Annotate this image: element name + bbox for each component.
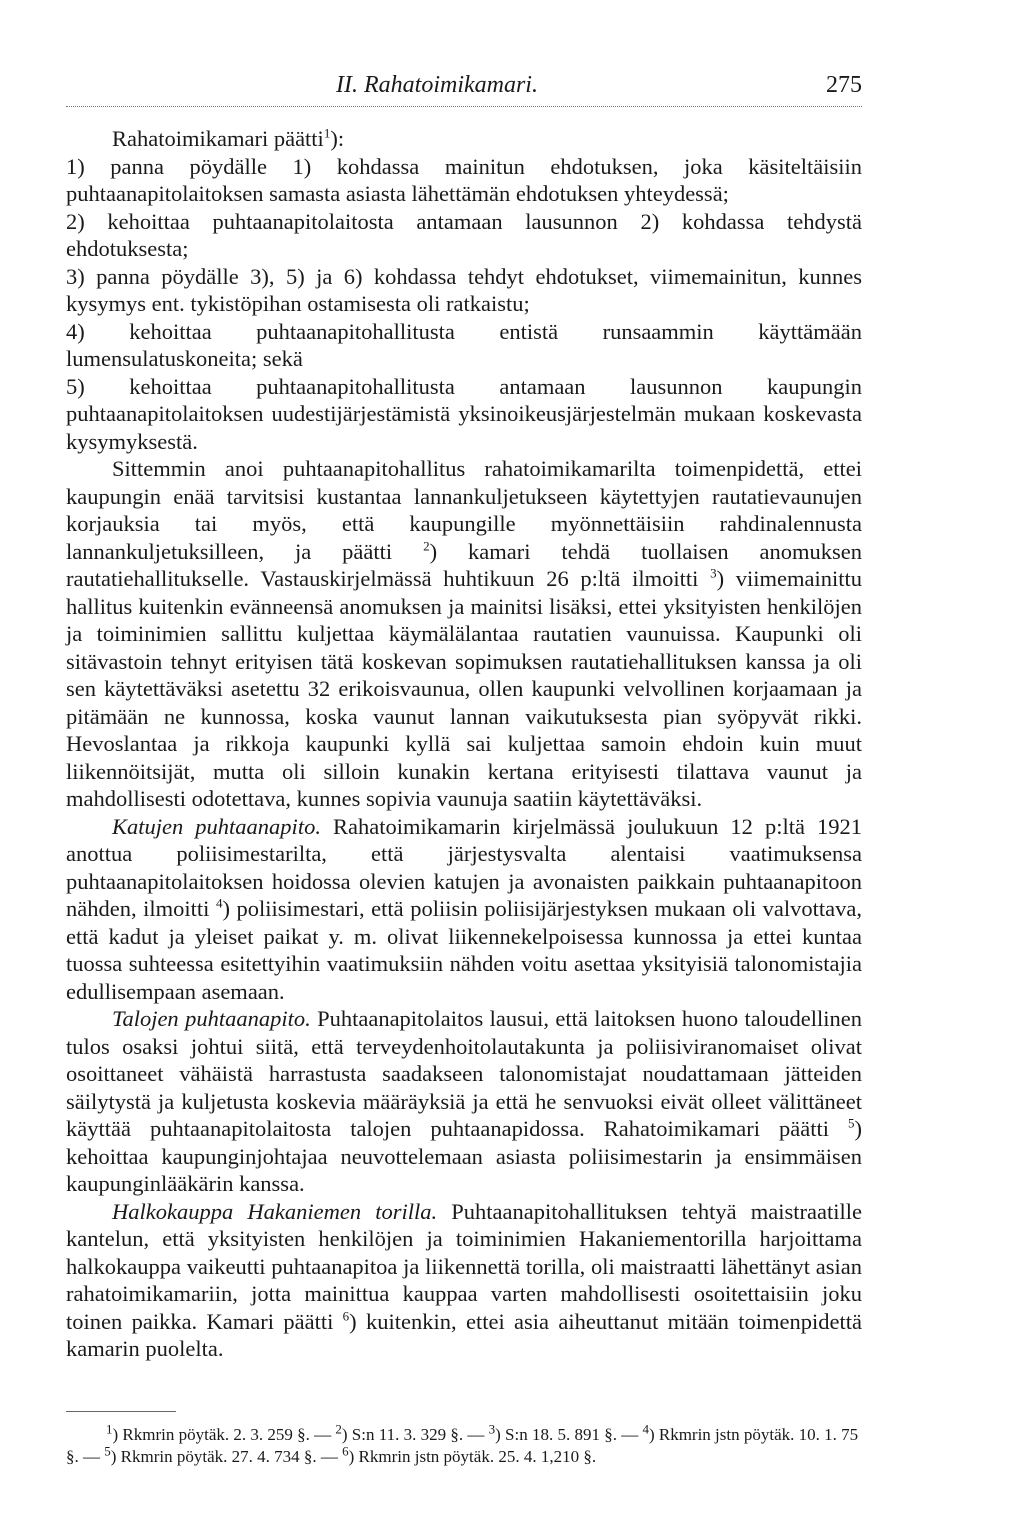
section-heading: Talojen puhtaanapito. [112, 1006, 311, 1031]
footnote-mark: 2 [335, 1420, 342, 1436]
text-run: ) [330, 126, 338, 151]
text-run: 4) kehoittaa puhtaanapitohallitusta entistä runsaammin käyttämään lumensulatuskoneita; sekä [66, 318, 862, 371]
section-heading: Katujen puhtaanapito. [112, 813, 321, 839]
text-run: 2) kehoittaa puhtaanapitolaitosta antamaan lausunnon 2) kohdassa tehdystä ehdotuksesta; [66, 208, 862, 261]
text-run: ) kamari tehdä tuollaisen anomuksen rautatiehallitukselle. Vastauskirjelmässä huhtikuun 26 p:ltä ilmoitti [66, 538, 862, 591]
footnote [488, 1420, 643, 1444]
footnote-ref: 1 [323, 125, 331, 141]
footnote-mark: 6 [342, 1442, 349, 1458]
footnote [342, 1442, 597, 1466]
text-run: 3) panna pöydälle 3), 5) ja 6) kohdassa tehdyt ehdotukset, viimemainitun, kunnes kysymys ent. tykistöpihan ostamisesta oli ratkaistu; [66, 263, 862, 316]
paragraph [66, 1198, 862, 1363]
text-run: Rahatoimikamari päätti [112, 126, 324, 151]
paragraph [66, 455, 862, 813]
text-run: Puhtaanapitolaitos lausui, että laitoksen huono taloudellinen tulos osaksi johtui siitä, että terveydenhoitolautakunta ja poliisiviranomaiset olivat osoittaneet vähäistä harrastusta saadakseen talonomistajat noudattamaan jätteiden säilytystä ja kuljetusta koskevia määräyksiä ja että he senvuoksi eivät olleet välittäneet käyttää puhtaanapitolaitosta talojen puhtaanapidossa. Rahatoimikamari päätti [66, 1006, 862, 1141]
footnote-text: ) S:n 11. 3. 329 §. — [341, 1424, 489, 1444]
text-run: 1) panna pöydälle 1) kohdassa mainitun ehdotuksen, joka käsiteltäisiin puhtaanapitolaitoksen samasta asiasta lähettämän ehdotuksen yhteydessä; [66, 153, 862, 206]
footnote-mark: 3 [488, 1420, 496, 1436]
running-title: II. Rahatoimikamari. [336, 72, 538, 98]
list-item [66, 153, 862, 208]
list-item [66, 263, 862, 318]
text-run: ) kuitenkin, ettei asia aiheuttanut mitään toimenpidettä kamarin puolelta. [66, 1308, 862, 1361]
footnote-mark: 5 [104, 1442, 111, 1458]
footnote-ref: 4 [215, 895, 223, 911]
running-header [66, 70, 862, 100]
footnote-text: ) Rkmrin pöytäk. 27. 4. 734 §. — [110, 1446, 343, 1466]
page-number: 275 [826, 72, 862, 98]
text-run: : [337, 126, 345, 151]
text-run: ) viimemainittu hallitus kuitenkin evänneensä anomuksen ja mainitsi lisäksi, ettei yksityisten henkilöjen ja toiminimien sallittu kuljettaa käymälälantaa rautatien vaunuissa. Kaupunki oli sitävastoin tehnyt erityisen tätä koskevan sopimuksen rautatiehallituksen kanssa ja oli sen käytettäväksi asetettu 32 erikoisvaunua, ollen kaupunki velvollinen korjaamaan ja pitämään ne kunnossa, koska vaunut lannan vaikutuksesta pian syöpyvät rikki. Hevoslantaa ja rikkoja kaupunki kyllä sai kuljettaa samoin ehdoin kuin muut liikennöitsijät, mutta oli silloin kunakin kertana erityisesti tilattava vaunut ja mahdollisesti odotettava, kunnes sopivia vaunuja saatiin käytettäväksi. [66, 566, 862, 811]
footnote-text: ) S:n 18. 5. 891 §. — [495, 1424, 643, 1444]
footnote-text: ) Rkmrin jstn pöytäk. 10. 1. 75 §. — [66, 1424, 859, 1466]
footnotes [66, 1420, 862, 1468]
footnote-ref: 5 [848, 1115, 855, 1131]
footnote-text: ) Rkmrin pöytäk. 2. 3. 259 §. — [112, 1424, 336, 1444]
footnote-ref: 3 [710, 565, 717, 581]
footnote [335, 1420, 489, 1444]
footnote-ref: 2 [423, 538, 430, 553]
text-run: Puhtaanapitohallituksen tehtyä maistraatille kantelun, että yksityisten henkilöjen ja toiminimien Hakaniementorilla harjoittama halkokauppa vaikeutti puhtaanapitoa ja liikennettä torilla, oli maistraatti lähettänyt asian rahatoimikamariin, jotta mainittua kauppaa varten mahdollisesti osoitettaisiin joku toinen paikka. Kamari päätti [66, 1198, 862, 1334]
footnote-mark: 1 [106, 1420, 113, 1436]
footnote-mark: 4 [642, 1420, 649, 1436]
paragraph [66, 813, 862, 1006]
list-item [66, 373, 862, 456]
text-run: ) kehoittaa kaupunginjohtajaa neuvottelemaan asiasta poliisimestarin ja ensimmäisen kaupunginlääkärin kanssa. [66, 1116, 862, 1196]
body-text [66, 125, 862, 1363]
document-page [66, 70, 862, 1468]
section-heading: Halkokauppa Hakaniemen torilla. [112, 1198, 438, 1224]
list-item [66, 208, 862, 263]
text-run: Sittemmin anoi puhtaanapitohallitus rahatoimikamarilta toimenpidettä, ettei kaupungin enää tarvitsisi kustantaa lannankuljetukseen käytettyjen rautatievaunujen korjauksia tai myös, että kaupungille myönnettäisiin rahdinalennusta lannankuljetuksilleen, ja päätti [66, 456, 862, 564]
footnote [106, 1420, 336, 1444]
footnote [104, 1442, 343, 1466]
header-rule [66, 106, 862, 107]
text-run: ) poliisimestari, että poliisin poliisijärjestyksen mukaan oli valvottava, että kadut ja yleiset paikat y. m. olivat liikennekelpoisessa kunnossa ja ettei kuntaa tuossa suhteessa esitettyihin vaatimuksiin nähden voitu asettaa yksityisiä talonomistajia edullisempaan asemaan. [66, 896, 862, 1004]
text-run: 5) kehoittaa puhtaanapitohallitusta antamaan lausunnon kaupungin puhtaanapitolaitoksen uudestijärjestämistä yksinoikeusjärjestelmän mukaan koskevasta kysymyksestä. [66, 373, 862, 454]
paragraph [66, 1005, 862, 1198]
text-run: Rahatoimikamarin kirjelmässä joulukuun 12 p:ltä 1921 anottua poliisimestarilta, että järjestysvalta alentaisi vaatimuksensa puhtaanapitolaitoksen hoidossa olevien katujen ja avonaisten paikkain puhtaanapitoon nähden, ilmoitti [66, 813, 863, 921]
paragraph [66, 125, 862, 153]
list-item [66, 318, 862, 373]
footnote-text: ) Rkmrin jstn pöytäk. 25. 4. 1,210 §. [348, 1446, 597, 1466]
footnote-ref: 6 [342, 1308, 350, 1323]
footnote-rule [66, 1411, 176, 1412]
